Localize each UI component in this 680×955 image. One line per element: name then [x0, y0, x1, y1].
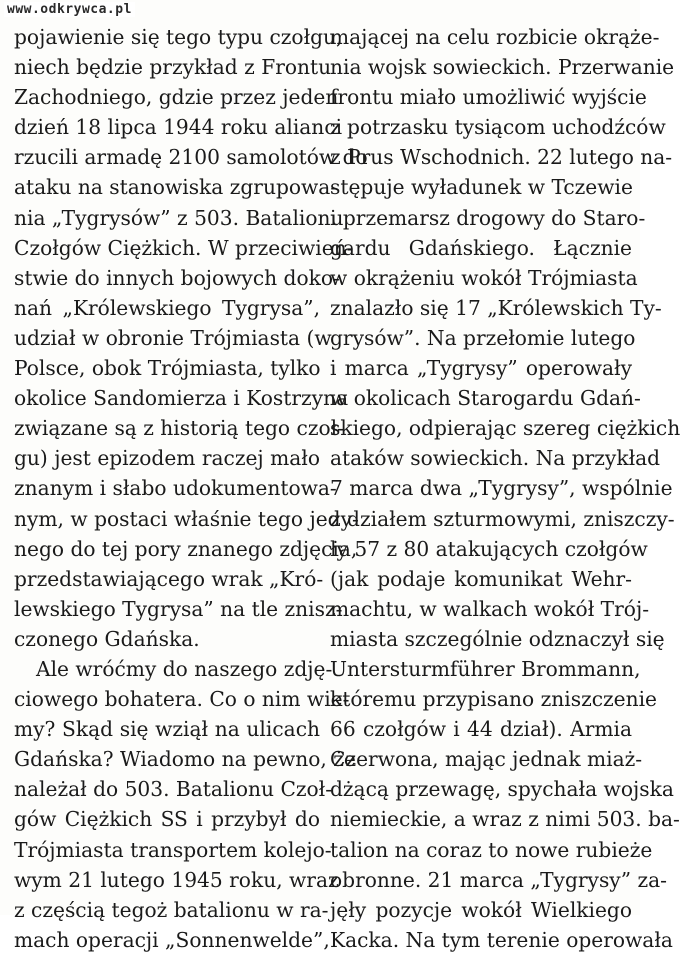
right-column-line: (jak podaje komunikat Wehr-: [330, 566, 632, 591]
left-column-line: stwie do innych bojowych doko-: [14, 265, 340, 290]
right-column-line: niemieckie, a wraz z nimi 503. ba-: [330, 807, 680, 832]
right-column-line: jęły pozycje wokół Wielkiego: [330, 897, 632, 922]
right-column-line: i przemarsz drogowy do Staro-: [330, 205, 646, 230]
right-column: [330, 22, 680, 955]
right-column-line: Untersturmführer Brommann,: [330, 656, 641, 681]
right-column-line: znalazło się 17 „Królewskich Ty-: [330, 295, 662, 320]
left-column-line: Gdańska? Wiadomo na pewno, że: [14, 747, 356, 772]
watermark: www.odkrywca.pl: [4, 2, 135, 17]
right-column-line: 66 czołgów i 44 dział). Armia: [330, 717, 632, 742]
right-column-line: miasta szczególnie odznaczył się: [330, 626, 665, 651]
right-column-line: Kacka. Na tym terenie operowała: [330, 927, 673, 952]
left-column-line: przedstawiającego wrak „Kró-: [14, 566, 324, 591]
left-column: [14, 22, 368, 955]
right-column-line: 7 marca dwa „Tygrysy”, wspólnie: [330, 476, 673, 501]
right-column-line: obronne. 21 marca „Tygrysy” za-: [330, 867, 667, 892]
right-column-line: Czerwona, mając jednak miaż-: [330, 747, 643, 772]
left-column-line: nego do tej pory znanego zdjęcia,: [14, 536, 358, 561]
right-column-line: mającej na celu rozbicie okrąże-: [330, 25, 660, 49]
left-column-line: nym, w postaci właśnie tego jedy-: [14, 506, 359, 531]
right-column-line: frontu miało umożliwić wyjście: [330, 85, 647, 110]
left-column-line: wym 21 lutego 1945 roku, wraz: [14, 867, 339, 892]
right-column-line: z potrzasku tysiącom uchodźców: [330, 115, 666, 140]
right-column-line: któremu przypisano zniszczenie: [330, 687, 658, 712]
left-column-line: z częścią tegoż batalionu w ra-: [14, 897, 329, 922]
right-column-line: ły 57 z 80 atakujących czołgów: [330, 536, 648, 561]
left-column-line: Trójmiasta transportem kolejo-: [14, 837, 332, 862]
right-column-line: stępuje wyładunek w Tczewie: [330, 175, 633, 200]
right-column-line: talion na coraz to nowe rubieże: [330, 837, 653, 862]
left-column-line: okolice Sandomierza i Kostrzyna: [14, 386, 349, 411]
right-column-line: w okrążeniu wokół Trójmiasta: [330, 265, 638, 290]
right-column-line: skiego, odpierając szereg ciężkich: [330, 416, 680, 441]
left-column-line: należał do 503. Batalionu Czoł-: [14, 777, 333, 802]
left-column-line: niech będzie przykład z Frontu: [14, 55, 332, 80]
right-column-line: dżącą przewagę, spychała wojska: [330, 777, 674, 802]
right-column-line: grysów”. Na przełomie lutego: [330, 325, 636, 350]
left-column-line: lewskiego Tygrysa” na tle znisz-: [14, 596, 343, 621]
left-column-line: ataku na stanowiska zgrupowa-: [14, 175, 338, 200]
right-column-line: ataków sowieckich. Na przykład: [330, 446, 661, 471]
left-column-line: udział w obronie Trójmiasta (w: [14, 325, 332, 350]
left-column-line: ciowego bohatera. Co o nim wie-: [14, 687, 350, 712]
right-column-line: w okolicach Starogardu Gdań-: [330, 386, 641, 411]
left-column-line: gu) jest epizodem raczej mało: [14, 446, 320, 471]
right-column-line: machtu, w walkach wokół Trój-: [330, 596, 650, 621]
left-column-line: Polsce, obok Trójmiasta, tylko: [14, 356, 321, 381]
left-column-line: rzucili armadę 2100 samolotów do: [14, 145, 368, 170]
left-column-line: nia „Tygrysów” z 503. Batalionu: [14, 205, 344, 230]
right-column-line: nia wojsk sowieckich. Przerwanie: [330, 55, 675, 80]
left-column-line: Ale wróćmy do naszego zdję-: [36, 656, 333, 681]
left-column-line: dzień 18 lipca 1944 roku alianci: [14, 115, 343, 140]
right-column-line: z Prus Wschodnich. 22 lutego na-: [330, 145, 673, 170]
left-column-line: znanym i słabo udokumentowa-: [14, 476, 337, 501]
right-column-line: gardu Gdańskiego. Łącznie: [330, 235, 632, 260]
left-column-line: my? Skąd się wziął na ulicach: [14, 717, 320, 742]
left-column-line: gów Ciężkich SS i przybył do: [14, 807, 320, 832]
left-column-line: Zachodniego, gdzie przez jeden: [14, 85, 339, 110]
right-column-line: z działem szturmowymi, zniszczy-: [330, 506, 675, 531]
left-column-line: czonego Gdańska.: [14, 626, 200, 651]
left-column-line: związane są z historią tego czoł-: [14, 416, 344, 441]
left-column-line: Czołgów Ciężkich. W przeciwień-: [14, 235, 354, 260]
left-column-line: nań „Królewskiego Tygrysa”,: [14, 295, 320, 320]
left-column-line: mach operacji „Sonnenwelde”,: [14, 927, 330, 952]
left-column-line: pojawienie się tego typu czołgu,: [14, 25, 343, 49]
right-column-line: i marca „Tygrysy” operowały: [330, 356, 632, 381]
